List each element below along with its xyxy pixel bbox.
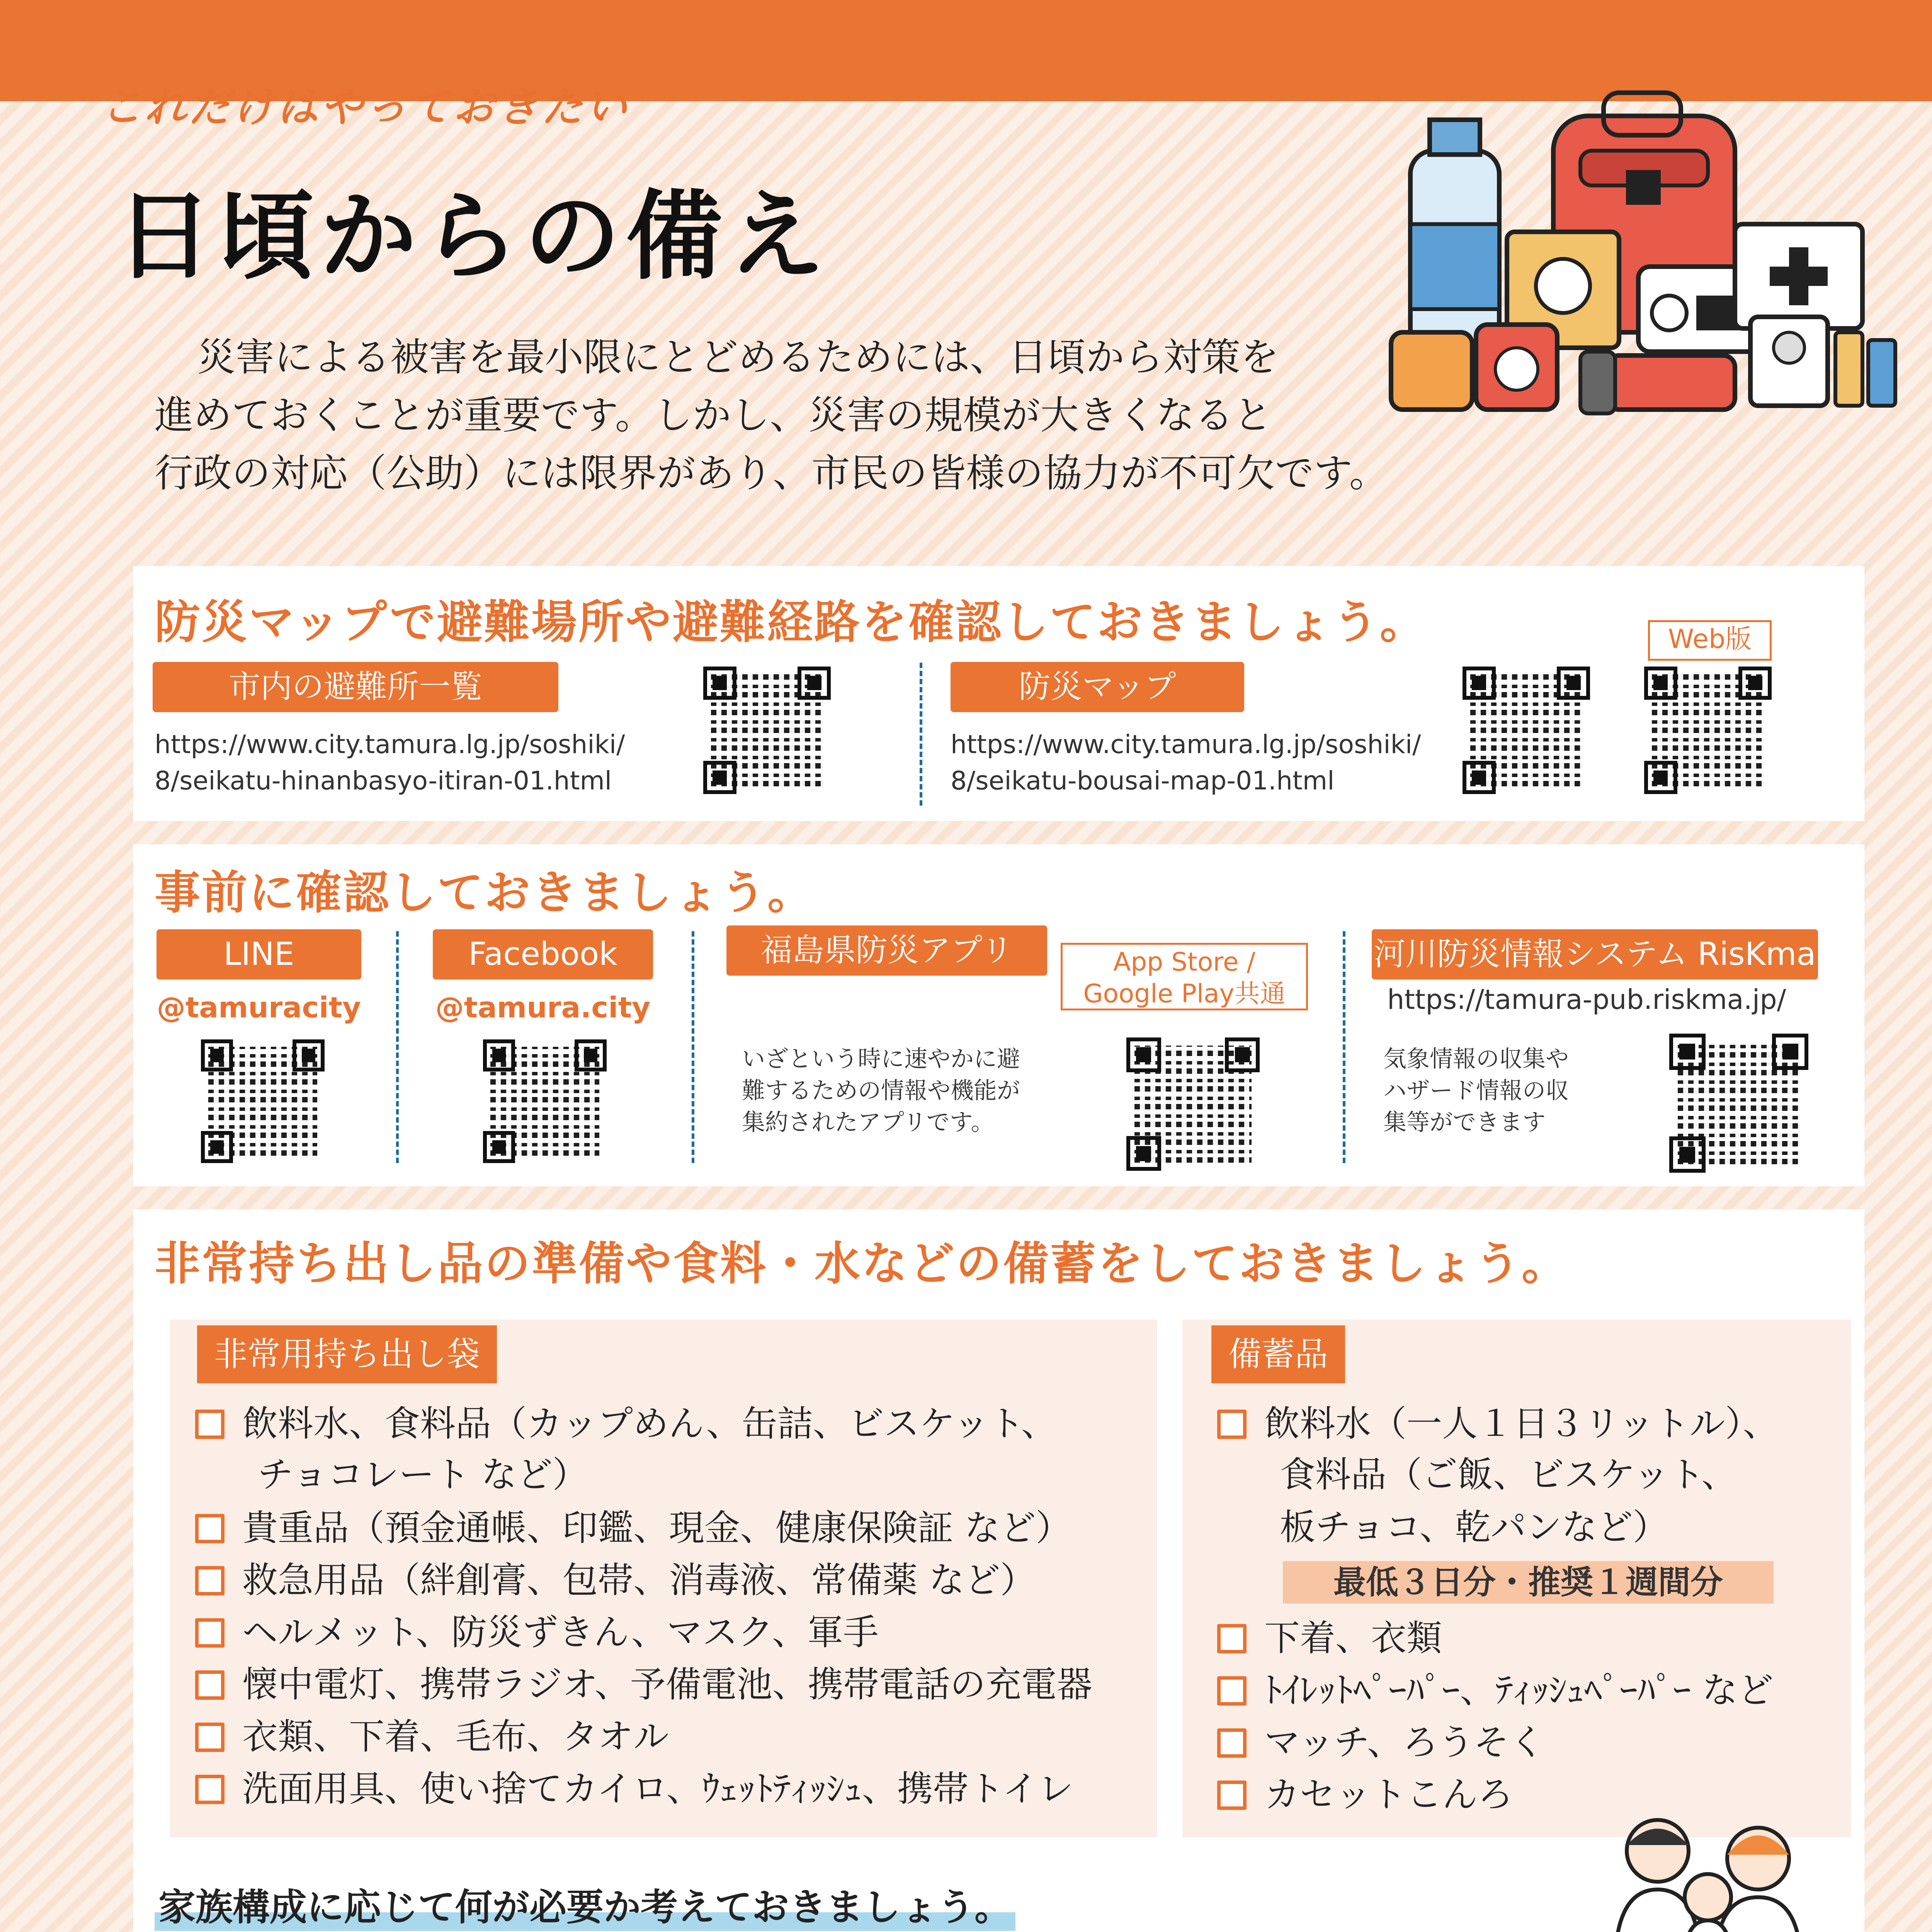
checklist-item[interactable] [1217, 1665, 1773, 1716]
family-icon [1604, 1808, 1804, 1932]
checkbox[interactable] [1217, 1781, 1247, 1810]
family-heading: 家族構成に応じて何が必要か考えておきましょう。 [155, 1878, 1015, 1931]
web-version-label: Web版 [1648, 620, 1772, 661]
checkbox[interactable] [195, 1514, 224, 1543]
item-label: 板チョコ、乾パンなど） [1280, 1507, 1668, 1548]
item-label: ヘルメット、防災ずきん、マスク、軍手 [242, 1612, 879, 1653]
hazard-map-url[interactable] [951, 726, 1421, 799]
item-label: 洗面用具、使い捨てカイロ、ｳｪｯﾄﾃｨｯｼｭ、携帯トイレ [242, 1768, 1073, 1810]
checkbox[interactable] [1217, 1676, 1247, 1706]
divider [920, 663, 922, 806]
checklist-item[interactable] [1217, 1770, 1513, 1820]
item-label: 下着、衣類 [1264, 1617, 1442, 1659]
checkbox[interactable] [195, 1566, 224, 1595]
emergency-supplies-illustration [1387, 85, 1905, 440]
checkbox[interactable] [195, 1410, 224, 1439]
checklist-item[interactable] [195, 1503, 1071, 1553]
app-store-line: App Store / [1113, 947, 1255, 977]
checkbox[interactable] [1217, 1624, 1247, 1653]
checklist-item[interactable] [1217, 1718, 1545, 1768]
checkbox[interactable] [195, 1618, 224, 1648]
item-label: 救急用品（絆創膏、包帯、消毒液、常備薬 など） [242, 1560, 1036, 1601]
item-label: チョコレート など） [258, 1454, 588, 1495]
desc-line: 集等ができます [1383, 1109, 1546, 1136]
app-store-note [1061, 943, 1308, 1010]
disaster-map-heading: 防災マップで避難場所や避難経路を確認しておきましょう。 [155, 595, 1427, 649]
fukushima-app-label: 福島県防災アプリ [726, 925, 1047, 976]
app-store-line: Google Play共通 [1083, 979, 1286, 1009]
shelter-list-url[interactable] [155, 726, 625, 799]
divider [396, 931, 399, 1163]
riskma-label: 河川防災情報システム RisKma [1372, 929, 1818, 980]
fukushima-app-qr-code[interactable] [1126, 1037, 1260, 1171]
intro-text [155, 328, 1430, 502]
divider [692, 931, 694, 1163]
checklist-item[interactable] [195, 1607, 879, 1658]
item-label: 食料品（ご飯、ビスケット、 [1280, 1454, 1737, 1495]
emergency-bag-title: 非常用持ち出し袋 [197, 1325, 497, 1383]
item-label: マッチ、ろうそく [1264, 1722, 1545, 1763]
line-label: LINE [156, 929, 361, 980]
checklist-item[interactable] [195, 1764, 1073, 1814]
facebook-qr-code[interactable] [483, 1039, 607, 1163]
checkbox[interactable] [1217, 1728, 1247, 1758]
stockpile-title: 備蓄品 [1211, 1325, 1345, 1383]
line-handle[interactable]: @tamuracity [156, 991, 361, 1024]
page-title: 日頃からの備え [116, 180, 830, 293]
checkbox[interactable] [195, 1775, 224, 1804]
checklist-item[interactable] [195, 1660, 1092, 1710]
intro-line: 進めておくことが重要です。しかし、災害の規模が大きくなると [155, 393, 1272, 438]
item-label: 飲料水、食料品（カップめん、缶詰、ビスケット、 [242, 1403, 1057, 1444]
stockpile-note: 最低３日分・推奨１週間分 [1283, 1561, 1774, 1604]
desc-line: 集約されたアプリです。 [742, 1109, 994, 1136]
page-subtitle: これだけはやっておきたい [100, 83, 629, 131]
checklist-item-continued [1233, 1450, 1737, 1500]
url-line[interactable]: 8/seikatu-hinanbasyo-itiran-01.html [155, 766, 612, 796]
facebook-label: Facebook [433, 929, 653, 980]
desc-line: 難するための情報や機能が [742, 1077, 1020, 1104]
web-map-qr-code[interactable] [1644, 667, 1772, 794]
url-line[interactable]: https://www.city.tamura.lg.jp/soshiki/ [951, 730, 1421, 759]
checkbox[interactable] [195, 1670, 224, 1700]
check-in-advance-heading: 事前に確認しておきましょう。 [155, 866, 815, 919]
riskma-qr-code[interactable] [1669, 1034, 1808, 1173]
checklist-item[interactable] [195, 1399, 1057, 1449]
hazard-map-label: 防災マップ [951, 662, 1244, 712]
hazard-map-qr-code[interactable] [1463, 667, 1590, 794]
url-line[interactable]: https://www.city.tamura.lg.jp/soshiki/ [155, 730, 625, 759]
item-label: ﾄｲﾚｯﾄﾍﾟｰﾊﾟｰ、ﾃｨｯｼｭﾍﾟｰﾊﾟｰ など [1264, 1670, 1774, 1711]
intro-line: 災害による被害を最小限にとどめるためには、日頃から対策を [197, 335, 1279, 380]
desc-line: 気象情報の収集や [1383, 1046, 1569, 1073]
url-line[interactable]: 8/seikatu-bousai-map-01.html [951, 766, 1335, 796]
checkbox[interactable] [195, 1723, 224, 1752]
app-description [742, 1043, 1070, 1138]
desc-line: ハザード情報の収 [1383, 1077, 1569, 1104]
line-qr-code[interactable] [201, 1039, 325, 1163]
item-label: 衣類、下着、毛布、タオル [242, 1716, 669, 1757]
checklist-item-continued [211, 1450, 588, 1500]
shelter-list-qr-code[interactable] [703, 667, 831, 794]
shelter-list-label: 市内の避難所一覧 [153, 662, 558, 712]
intro-line: 行政の対応（公助）には限界があり、市民の皆様の協力が不可欠です。 [155, 451, 1388, 496]
item-label: 懐中電灯、携帯ラジオ、予備電池、携帯電話の充電器 [242, 1664, 1092, 1705]
checkbox[interactable] [1217, 1410, 1247, 1439]
checklist-item-continued [1233, 1502, 1668, 1553]
desc-line: いざという時に速やかに避 [742, 1046, 1020, 1073]
checklist-item[interactable] [195, 1712, 669, 1762]
item-label: カセットこんろ [1264, 1774, 1514, 1815]
facebook-handle[interactable]: @tamura.city [435, 991, 651, 1024]
riskma-description [1383, 1043, 1615, 1138]
item-label: 飲料水（一人１日３リットル）、 [1264, 1403, 1779, 1444]
checklist-item[interactable] [195, 1555, 1036, 1605]
checklist-item[interactable] [1217, 1613, 1442, 1663]
riskma-url[interactable]: https://tamura-pub.riskma.jp/ [1387, 984, 1786, 1015]
checklist-item[interactable] [1217, 1399, 1778, 1449]
item-label: 貴重品（預金通帳、印鑑、現金、健康保険証 など） [242, 1507, 1071, 1549]
divider [1343, 931, 1345, 1163]
stockpile-heading: 非常持ち出し品の準備や食料・水などの備蓄をしておきましょう。 [155, 1237, 1569, 1290]
